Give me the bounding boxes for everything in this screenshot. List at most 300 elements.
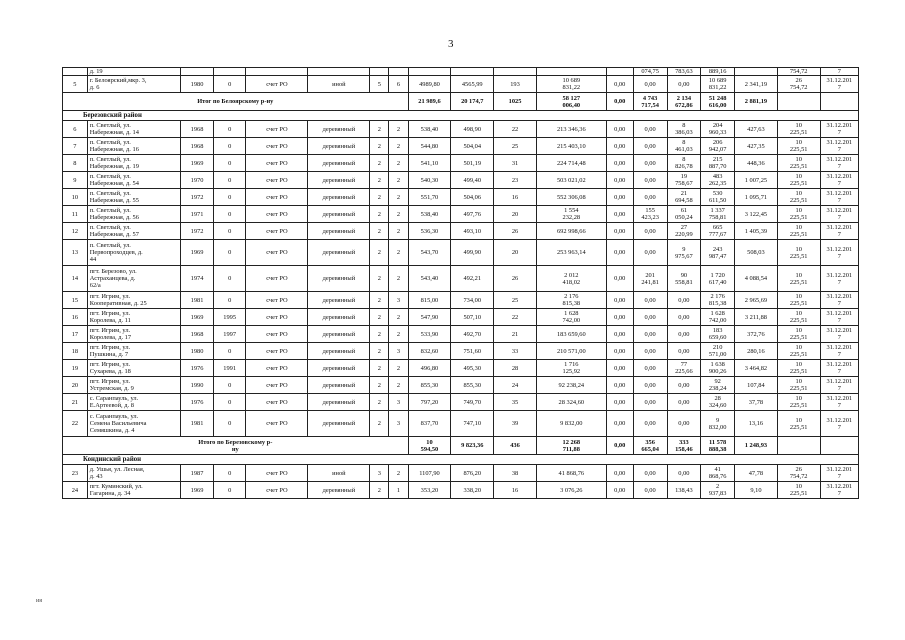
- table-row: [63, 465, 859, 482]
- table-cell: деревянный: [308, 189, 370, 206]
- table-cell: 0,00: [667, 411, 701, 437]
- table-cell: счет РО: [246, 411, 308, 437]
- table-cell: 10 225,51: [777, 394, 820, 411]
- table-cell: счет РО: [246, 266, 308, 292]
- table-row: [63, 121, 859, 138]
- table-cell: 10 225,51: [777, 377, 820, 394]
- table-cell: 12: [63, 223, 88, 240]
- table-cell: 734,00: [451, 292, 494, 309]
- table-cell: 0,00: [606, 206, 633, 223]
- table-cell: [181, 68, 214, 76]
- table-cell: 0,00: [667, 309, 701, 326]
- table-cell: 0,00: [606, 360, 633, 377]
- table-cell: 0: [213, 155, 246, 172]
- table-row: [63, 206, 859, 223]
- table-cell: счет РО: [246, 76, 308, 93]
- total-cell: 11 578 888,38: [701, 437, 735, 455]
- table-cell: 31.12.201 7: [820, 411, 858, 437]
- total-cell: 0,00: [606, 437, 633, 455]
- table-cell: 2 176 815,38: [701, 292, 735, 309]
- table-cell: 483 262,35: [701, 172, 735, 189]
- table-cell: 2 176 815,38: [536, 292, 606, 309]
- table-cell: 20: [63, 377, 88, 394]
- table-cell: 0,00: [606, 76, 633, 93]
- table-row: [63, 76, 859, 93]
- address-cell: п. Светлый, ул. Набережная, д. 19: [87, 155, 180, 172]
- table-cell: 31.12.201 7: [820, 172, 858, 189]
- table-cell: 692 998,66: [536, 223, 606, 240]
- table-cell: 1 554 232,28: [536, 206, 606, 223]
- table-cell: 0,00: [667, 394, 701, 411]
- table-cell: 26 754,72: [777, 465, 820, 482]
- table-cell: счет РО: [246, 189, 308, 206]
- table-cell: 10 225,51: [777, 411, 820, 437]
- table-cell: 107,84: [735, 377, 778, 394]
- table-cell: 544,80: [408, 138, 451, 155]
- total-cell: 12 268 711,88: [536, 437, 606, 455]
- table-cell: 0,00: [633, 223, 667, 240]
- table-cell: 3 122,45: [735, 206, 778, 223]
- table-cell: деревянный: [308, 155, 370, 172]
- total-cell: 2 134 672,86: [667, 93, 701, 111]
- table-cell: 10 225,51: [777, 223, 820, 240]
- table-cell: 0,00: [606, 343, 633, 360]
- table-cell: [408, 68, 451, 76]
- table-cell: 2: [370, 394, 389, 411]
- table-cell: 504,06: [451, 189, 494, 206]
- table-cell: 23: [494, 172, 537, 189]
- table-cell: 0,00: [667, 377, 701, 394]
- table-cell: 754,72: [777, 68, 820, 76]
- table-cell: 28 324,60: [536, 394, 606, 411]
- housing-register-table: [62, 67, 859, 499]
- table-cell: 0,00: [606, 394, 633, 411]
- table-cell: 0: [213, 121, 246, 138]
- table-cell: 499,90: [451, 240, 494, 266]
- table-cell: 1 638 900,26: [701, 360, 735, 377]
- table-cell: 074,75: [633, 68, 667, 76]
- table-cell: счет РО: [246, 377, 308, 394]
- table-cell: 2: [370, 189, 389, 206]
- table-cell: 10 225,51: [777, 343, 820, 360]
- table-cell: [451, 68, 494, 76]
- table-cell: 0: [213, 343, 246, 360]
- table-cell: 61 050,24: [667, 206, 701, 223]
- table-cell: 9 975,67: [667, 240, 701, 266]
- table-cell: 0: [213, 482, 246, 499]
- table-row: [63, 360, 859, 377]
- table-cell: 0,00: [633, 309, 667, 326]
- table-cell: 0,00: [633, 240, 667, 266]
- table-cell: 26: [494, 223, 537, 240]
- table-cell: 1980: [181, 76, 214, 93]
- table-cell: 2: [389, 360, 408, 377]
- table-cell: [213, 68, 246, 76]
- table-cell: 15: [63, 292, 88, 309]
- table-cell: 0,00: [606, 172, 633, 189]
- table-cell: 552 306,08: [536, 189, 606, 206]
- table-cell: деревянный: [308, 206, 370, 223]
- table-cell: 0,00: [633, 465, 667, 482]
- table-cell: 4 088,54: [735, 266, 778, 292]
- table-cell: 31.12.201 7: [820, 482, 858, 499]
- table-row: [63, 326, 859, 343]
- table-cell: 201 241,81: [633, 266, 667, 292]
- table-cell: 31.12.201 7: [820, 343, 858, 360]
- table-cell: 889,16: [701, 68, 735, 76]
- table-cell: 183 659,60: [701, 326, 735, 343]
- table-cell: 210 571,00: [536, 343, 606, 360]
- table-cell: 0: [213, 189, 246, 206]
- table-cell: иной: [308, 76, 370, 93]
- table-cell: 2: [370, 326, 389, 343]
- table-cell: деревянный: [308, 309, 370, 326]
- table-cell: 8: [63, 155, 88, 172]
- table-cell: 1971: [181, 206, 214, 223]
- table-cell: 3 211,88: [735, 309, 778, 326]
- table-cell: 1 095,71: [735, 189, 778, 206]
- table-cell: 31.12.201 7: [820, 121, 858, 138]
- table-cell: 19: [63, 360, 88, 377]
- table-cell: 2: [370, 292, 389, 309]
- table-cell: 1107,90: [408, 465, 451, 482]
- table-cell: 20: [494, 240, 537, 266]
- table-cell: 2: [389, 240, 408, 266]
- table-cell: 243 987,47: [701, 240, 735, 266]
- table-cell: деревянный: [308, 343, 370, 360]
- table-cell: 372,76: [735, 326, 778, 343]
- table-cell: 47,78: [735, 465, 778, 482]
- table-cell: 338,20: [451, 482, 494, 499]
- address-cell: пгт. Куминский, ул. Гагарина, д. 34: [87, 482, 180, 499]
- total-cell: 1 248,93: [735, 437, 778, 455]
- table-cell: 8 386,03: [667, 121, 701, 138]
- table-cell: [389, 68, 408, 76]
- table-cell: 3: [389, 411, 408, 437]
- table-cell: 530 611,50: [701, 189, 735, 206]
- table-cell: 832,60: [408, 343, 451, 360]
- address-cell: пгт. Игрим, ул. Королева, д. 17: [87, 326, 180, 343]
- address-cell: пгт. Березово, ул. Астраханцева, д. 62/а: [87, 266, 180, 292]
- table-cell: 10 225,51: [777, 326, 820, 343]
- table-cell: 1991: [213, 360, 246, 377]
- table-cell: 31.12.201 7: [820, 377, 858, 394]
- table-cell: 224 714,48: [536, 155, 606, 172]
- table-cell: 2: [370, 482, 389, 499]
- table-cell: 2 965,69: [735, 292, 778, 309]
- table-cell: 10 225,51: [777, 240, 820, 266]
- table-cell: счет РО: [246, 155, 308, 172]
- table-cell: 501,19: [451, 155, 494, 172]
- table-cell: 31.12.201 7: [820, 292, 858, 309]
- table-cell: 1976: [181, 360, 214, 377]
- table-cell: 20: [494, 206, 537, 223]
- table-cell: 497,76: [451, 206, 494, 223]
- table-cell: 16: [494, 482, 537, 499]
- table-cell: [370, 68, 389, 76]
- table-cell: 39: [494, 411, 537, 437]
- table-row: [63, 223, 859, 240]
- table-cell: 543,70: [408, 240, 451, 266]
- table-cell: 6: [389, 76, 408, 93]
- table-cell: 1990: [181, 377, 214, 394]
- table-cell: 2: [370, 411, 389, 437]
- table-cell: 2: [389, 189, 408, 206]
- table-cell: 0,00: [606, 266, 633, 292]
- table-cell: 1980: [181, 343, 214, 360]
- table-cell: 855,30: [451, 377, 494, 394]
- table-cell: счет РО: [246, 292, 308, 309]
- table-cell: 0,00: [667, 76, 701, 93]
- table-cell: 533,90: [408, 326, 451, 343]
- table-cell: 2: [389, 309, 408, 326]
- table-cell: 2: [389, 266, 408, 292]
- table-cell: 1970: [181, 172, 214, 189]
- table-cell: 3 076,26: [536, 482, 606, 499]
- address-cell: п. Светлый, ул. Набережная, д. 16: [87, 138, 180, 155]
- table-cell: 496,80: [408, 360, 451, 377]
- table-row: [63, 189, 859, 206]
- table-cell: 25: [494, 292, 537, 309]
- table-cell: деревянный: [308, 394, 370, 411]
- table-cell: 543,40: [408, 266, 451, 292]
- table-row: [63, 292, 859, 309]
- table-cell: [308, 68, 370, 76]
- table-cell: 17: [63, 326, 88, 343]
- table-cell: 0: [213, 240, 246, 266]
- total-cell: 9 823,36: [451, 437, 494, 455]
- table-cell: 24: [494, 377, 537, 394]
- total-cell: 51 248 616,00: [701, 93, 735, 111]
- table-cell: 0,00: [633, 292, 667, 309]
- table-cell: 206 942,07: [701, 138, 735, 155]
- table-cell: 1976: [181, 394, 214, 411]
- table-cell: 876,20: [451, 465, 494, 482]
- address-cell: пгт. Игрим, ул. Сухарева, д. 18: [87, 360, 180, 377]
- total-row: [63, 437, 859, 455]
- table-cell: 19 758,67: [667, 172, 701, 189]
- table-cell: 1987: [181, 465, 214, 482]
- table-row: [63, 411, 859, 437]
- table-cell: 4989,80: [408, 76, 451, 93]
- table-cell: 1969: [181, 240, 214, 266]
- table-row: [63, 394, 859, 411]
- table-cell: 10 225,51: [777, 266, 820, 292]
- table-cell: 507,10: [451, 309, 494, 326]
- table-cell: 2 937,83: [701, 482, 735, 499]
- table-cell: счет РО: [246, 309, 308, 326]
- table-cell: 540,30: [408, 172, 451, 189]
- table-cell: 31.12.201 7: [820, 138, 858, 155]
- table-cell: 8 826,78: [667, 155, 701, 172]
- table-cell: счет РО: [246, 465, 308, 482]
- table-cell: деревянный: [308, 121, 370, 138]
- footer-mark: ия: [36, 598, 42, 604]
- table-cell: [606, 68, 633, 76]
- section-row: [63, 111, 859, 121]
- table-cell: 1969: [181, 482, 214, 499]
- table-cell: 1 628 742,00: [536, 309, 606, 326]
- table-cell: деревянный: [308, 223, 370, 240]
- address-cell: с. Саранпауль, ул. Е.Артеевой, д. 8: [87, 394, 180, 411]
- table-cell: счет РО: [246, 172, 308, 189]
- total-cell: 4 743 717,54: [633, 93, 667, 111]
- table-cell: [494, 68, 537, 76]
- table-cell: 0,00: [633, 482, 667, 499]
- table-cell: деревянный: [308, 266, 370, 292]
- table-cell: 77 225,66: [667, 360, 701, 377]
- table-cell: 0,00: [606, 223, 633, 240]
- table-cell: 0,00: [606, 292, 633, 309]
- table-cell: 1968: [181, 326, 214, 343]
- table-cell: 204 960,33: [701, 121, 735, 138]
- address-cell: пгт. Игрим, ул. Королева, д. 11: [87, 309, 180, 326]
- table-cell: 541,10: [408, 155, 451, 172]
- table-cell: 22: [494, 121, 537, 138]
- table-cell: 2 341,19: [735, 76, 778, 93]
- table-cell: 1974: [181, 266, 214, 292]
- table-row: [63, 343, 859, 360]
- table-cell: 5: [63, 76, 88, 93]
- table-cell: 31.12.201 7: [820, 326, 858, 343]
- table-cell: 38: [494, 465, 537, 482]
- table-cell: 21: [63, 394, 88, 411]
- table-cell: 508,03: [735, 240, 778, 266]
- total-cell: [820, 93, 858, 111]
- table-cell: 3: [389, 394, 408, 411]
- table-cell: 538,40: [408, 206, 451, 223]
- table-cell: 0: [213, 394, 246, 411]
- table-cell: 7: [63, 138, 88, 155]
- table-cell: 31: [494, 155, 537, 172]
- table-cell: 0: [213, 206, 246, 223]
- table-cell: 0,00: [606, 482, 633, 499]
- table-cell: 2: [370, 240, 389, 266]
- address-cell: д. Ушья, ул. Лесная, д. 43: [87, 465, 180, 482]
- total-cell: 21 989,6: [408, 93, 451, 111]
- table-row: [63, 138, 859, 155]
- table-cell: 31.12.201 7: [820, 76, 858, 93]
- table-cell: 0,00: [667, 465, 701, 482]
- table-cell: 2: [389, 138, 408, 155]
- table-cell: 0,00: [606, 411, 633, 437]
- table-cell: 3: [370, 465, 389, 482]
- table-cell: 9 832,00: [701, 411, 735, 437]
- total-cell: [777, 93, 820, 111]
- table-cell: 31.12.201 7: [820, 223, 858, 240]
- table-cell: 31.12.201 7: [820, 394, 858, 411]
- address-cell: г. Белоярский,мкр. 3, д. 6: [87, 76, 180, 93]
- table-cell: деревянный: [308, 240, 370, 266]
- table-cell: 6: [63, 121, 88, 138]
- table-cell: 1995: [213, 309, 246, 326]
- table-cell: деревянный: [308, 377, 370, 394]
- section-row: [63, 455, 859, 465]
- table-cell: 22: [494, 309, 537, 326]
- table-cell: 27 220,99: [667, 223, 701, 240]
- address-cell: п. Светлый, ул. Набережная, д. 56: [87, 206, 180, 223]
- table-cell: 0,00: [606, 121, 633, 138]
- table-cell: 10: [63, 189, 88, 206]
- table-cell: 13: [63, 240, 88, 266]
- table-cell: 3: [389, 343, 408, 360]
- table-cell: 0,00: [606, 189, 633, 206]
- total-cell: [820, 437, 858, 455]
- table-cell: 536,30: [408, 223, 451, 240]
- table-cell: 0: [213, 76, 246, 93]
- total-cell: 2 881,19: [735, 93, 778, 111]
- table-cell: 0: [213, 172, 246, 189]
- table-cell: 1972: [181, 189, 214, 206]
- table-cell: 1969: [181, 309, 214, 326]
- address-cell: п. Светлый, ул. Набережная, д. 57: [87, 223, 180, 240]
- table-cell: счет РО: [246, 360, 308, 377]
- table-cell: 0,00: [606, 240, 633, 266]
- table-cell: 10 225,51: [777, 482, 820, 499]
- table-cell: 183 659,60: [536, 326, 606, 343]
- table-cell: 7: [820, 68, 858, 76]
- table-cell: 92 238,24: [701, 377, 735, 394]
- table-cell: 10 225,51: [777, 155, 820, 172]
- table-cell: 492,21: [451, 266, 494, 292]
- section-title: Березовский район: [63, 111, 859, 121]
- table-row: [63, 240, 859, 266]
- table-cell: 41 868,76: [536, 465, 606, 482]
- total-label: Итого по Березовскому р- ну: [63, 437, 409, 455]
- table-cell: 16: [63, 309, 88, 326]
- table-cell: 2: [370, 138, 389, 155]
- table-cell: 31.12.201 7: [820, 240, 858, 266]
- table-cell: 0: [213, 292, 246, 309]
- table-row: [63, 266, 859, 292]
- address-cell: п. Светлый, ул. Набережная, д. 55: [87, 189, 180, 206]
- table-cell: 0: [213, 465, 246, 482]
- table-cell: 1 720 617,40: [701, 266, 735, 292]
- table-cell: 1969: [181, 155, 214, 172]
- table-cell: 498,90: [451, 121, 494, 138]
- table-cell: счет РО: [246, 240, 308, 266]
- table-cell: 503 021,02: [536, 172, 606, 189]
- table-cell: 0,00: [606, 377, 633, 394]
- table-cell: 493,10: [451, 223, 494, 240]
- table-cell: 2: [389, 206, 408, 223]
- table-cell: 3 464,82: [735, 360, 778, 377]
- table-cell: 2: [370, 172, 389, 189]
- table-cell: 24: [63, 482, 88, 499]
- table-cell: 2: [389, 377, 408, 394]
- table-cell: деревянный: [308, 326, 370, 343]
- table-cell: 353,20: [408, 482, 451, 499]
- table-cell: 0,00: [633, 76, 667, 93]
- table-cell: 0,00: [633, 189, 667, 206]
- address-cell: п. Светлый, ул. Набережная, д. 54: [87, 172, 180, 189]
- table-cell: 0,00: [633, 155, 667, 172]
- table-cell: 28 324,60: [701, 394, 735, 411]
- table-cell: деревянный: [308, 138, 370, 155]
- table-cell: 155 423,23: [633, 206, 667, 223]
- table-cell: 1: [389, 482, 408, 499]
- table-cell: 2: [370, 377, 389, 394]
- table-cell: [536, 68, 606, 76]
- table-cell: счет РО: [246, 326, 308, 343]
- table-cell: 9,10: [735, 482, 778, 499]
- table-cell: 23: [63, 465, 88, 482]
- table-cell: 0,00: [633, 360, 667, 377]
- table-cell: 10 689 831,22: [701, 76, 735, 93]
- table-cell: 1968: [181, 138, 214, 155]
- table-cell: 31.12.201 7: [820, 465, 858, 482]
- table-cell: 2: [389, 223, 408, 240]
